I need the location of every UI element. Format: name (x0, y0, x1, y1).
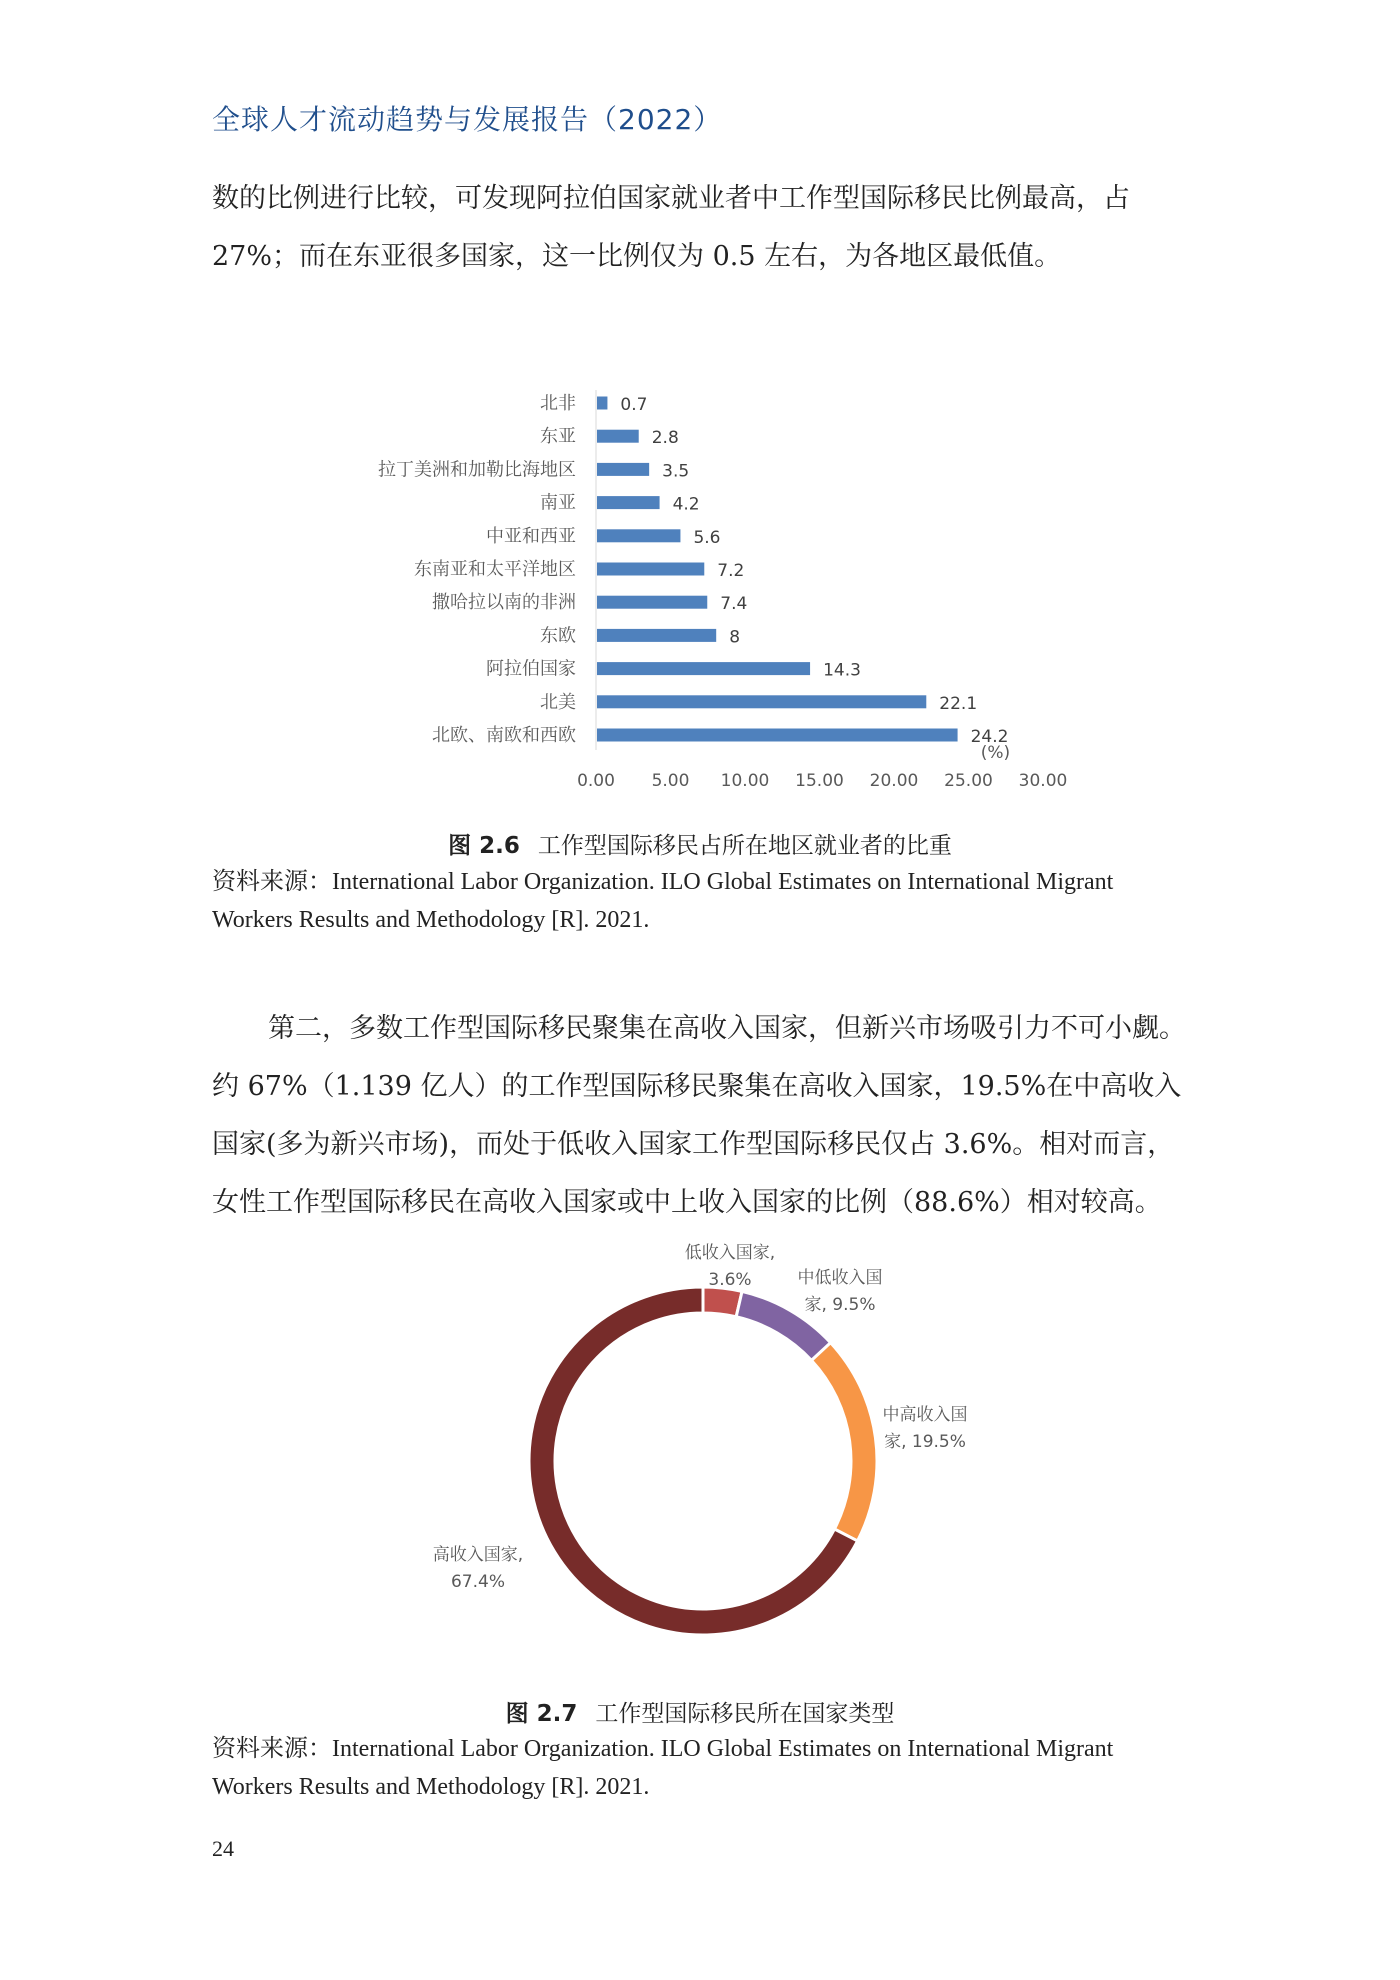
figure-2-6-title: 工作型国际移民占所在地区就业者的比重 (537, 833, 952, 859)
bar (597, 596, 707, 609)
bar-value-label: 4.2 (672, 494, 700, 515)
paragraph-income-groups: 第二，多数工作型国际移民聚集在高收入国家，但新兴市场吸引力不可小觑。约 67%（1.139 亿人）的工作型国际移民聚集在高收入国家，19.5%在中高收入国家(多为新兴市场)，而处于低收入国家工作型国际移民仅占 3.6%。相对而言，女性工作型国际移民在高收入国家或中上收入国家的比例（88.6%）相对较高。 (212, 1013, 1186, 1218)
figure-2-6-source: 资料来源：International Labor Organization. ILO Global Estimates on International Migrant Workers Results and Methodology [R]. 2021. (212, 869, 1114, 933)
bar (597, 662, 810, 675)
figure-2-6-number: 图 2.6 (448, 833, 520, 859)
x-tick-label: 0.00 (577, 771, 615, 791)
bar-category-label: 中亚和西亚 (486, 525, 576, 547)
bar (597, 430, 639, 443)
x-tick-label: 20.00 (869, 771, 919, 791)
figure-2-6-caption (0, 827, 1400, 860)
donut-chart (0, 1228, 1400, 1648)
bar-category-label: 东亚 (540, 426, 576, 448)
figure-2-7-source: 资料来源：International Labor Organization. ILO Global Estimates on International Migrant Workers Results and Methodology [R]. 2021. (212, 1736, 1114, 1800)
bar-value-label: 14.3 (823, 660, 861, 681)
bar-category-label: 北欧、南欧和西欧 (432, 725, 576, 746)
bar (597, 629, 716, 642)
donut-slice-label: 67.4% (450, 1572, 506, 1592)
bar (597, 496, 660, 509)
running-header: 全球人才流动趋势与发展报告（2022） (212, 103, 723, 136)
bar-value-label: 0.7 (620, 395, 648, 415)
donut-slice-label: 低收入国家, (684, 1243, 776, 1263)
bar-value-label: 22.1 (939, 693, 978, 714)
x-tick-label: 10.00 (720, 771, 770, 791)
donut-slice-label: 中低收入国 (797, 1268, 883, 1288)
bar-value-label: 3.5 (662, 461, 690, 482)
bar-value-label: 8 (729, 627, 741, 648)
paragraph-arab-states: 数的比例进行比较，可发现阿拉伯国家就业者中工作型国际移民比例最高，占 27%；而在东亚很多国家，这一比例仅为 0.5 左右，为各地区最低值。 (212, 183, 1130, 272)
bar-value-label: 2.8 (651, 428, 679, 449)
figure-2-7-caption (0, 1695, 1400, 1728)
figure-2-7-title: 工作型国际移民所在国家类型 (595, 1701, 895, 1727)
donut-slice-label: 高收入国家, (432, 1545, 524, 1565)
x-tick-label: 15.00 (795, 771, 844, 791)
donut-slice-label: 中高收入国 (882, 1405, 968, 1425)
bar-category-label: 南亚 (540, 492, 576, 514)
donut-slice (812, 1343, 877, 1541)
x-tick-label: 5.00 (651, 771, 690, 791)
bar (597, 529, 680, 542)
bar (597, 729, 958, 742)
bar-category-label: 东欧 (540, 625, 576, 647)
bar (597, 463, 649, 476)
donut-slice-label: 家, 19.5% (884, 1432, 966, 1452)
donut-slice-label: 家, 9.5% (804, 1295, 876, 1315)
figure-2-7-number: 图 2.7 (505, 1701, 578, 1727)
bar-value-label: 5.6 (693, 527, 721, 548)
x-tick-label: 25.00 (944, 771, 993, 791)
donut-slice-label: 3.6% (708, 1270, 752, 1290)
bar-category-label: 北非 (540, 393, 576, 414)
bar-value-label: 7.2 (717, 561, 745, 581)
x-tick-label: 30.00 (1018, 771, 1068, 791)
bar-category-label: 北美 (540, 691, 576, 713)
bar (597, 397, 607, 410)
page-number: 24 (212, 1836, 234, 1861)
bar-value-label: 24.2 (970, 727, 1009, 747)
bar (597, 563, 704, 576)
bar-category-label: 撒哈拉以南的非洲 (432, 592, 576, 614)
bar-category-label: 阿拉伯国家 (486, 658, 576, 680)
bar-chart (0, 378, 1400, 808)
bar-category-label: 拉丁美洲和加勒比海地区 (378, 459, 576, 481)
bar (597, 695, 926, 708)
bar-value-label: 7.4 (720, 594, 748, 615)
bar-category-label: 东南亚和太平洋地区 (414, 559, 576, 580)
unit-label: (%) (980, 743, 1011, 763)
